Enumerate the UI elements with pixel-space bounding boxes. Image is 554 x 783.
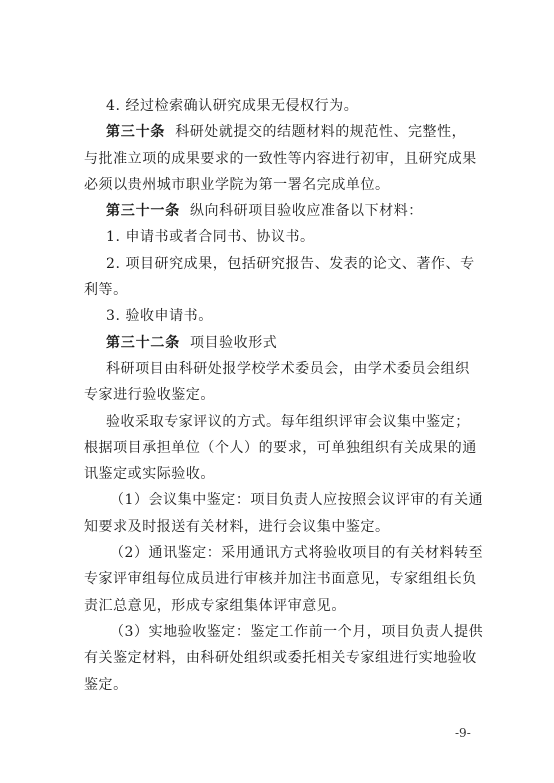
paragraph-2-line-1: 验收采取专家评议的方式。每年组织评审会议集中鉴定；	[106, 413, 470, 430]
paragraph-1-line-2: 专家进行验收鉴定。	[84, 387, 215, 404]
article-30-text-1: 科研处就提交的结题材料的规范性、完整性，	[175, 124, 467, 141]
article-30-line-3: 必须以贵州城市职业学院为第一署名完成单位。	[84, 176, 390, 193]
sub-item-3-line-3: 鉴定。	[84, 676, 128, 693]
article-32-heading: 第三十二条	[106, 334, 180, 351]
article-31-item-2-line-1: 2. 项目研究成果，包括研究报告、发表的论文、著作、专	[106, 255, 475, 272]
sub-item-3-line-2: 有关鉴定材料，由科研处组织或委托相关专家组进行实地验收	[84, 650, 477, 667]
sub-item-1-line-2: 知要求及时报送有关材料，进行会议集中鉴定。	[84, 518, 390, 535]
article-31-heading: 第三十一条	[106, 203, 180, 220]
sub-item-3-line-1: （3）实地验收鉴定：鉴定工作前一个月，项目负责人提供	[110, 623, 484, 640]
article-31-text-1: 纵向科研项目验收应准备以下材料：	[190, 203, 423, 220]
paragraph-2-line-3: 讯鉴定或实际验收。	[84, 466, 215, 483]
article-32-text-1: 项目验收形式	[190, 334, 278, 351]
article-30-line-1	[84, 119, 480, 145]
sub-item-1-line-1: （1）会议集中鉴定：项目负责人应按照会议评审的有关通	[110, 492, 484, 509]
article-31-line-1	[84, 198, 480, 224]
page-number: -9-	[455, 726, 471, 740]
article-31-item-3: 3. 验收申请书。	[106, 308, 213, 325]
article-30-heading: 第三十条	[106, 124, 166, 141]
sub-item-2-line-1: （2）通讯鉴定：采用通讯方式将验收项目的有关材料转至	[110, 545, 484, 562]
article-31-item-2-line-2: 利等。	[84, 282, 128, 299]
item-4: 4. 经过检索确认研究成果无侵权行为。	[106, 98, 359, 114]
article-31-item-1: 1. 申请书或者合同书、协议书。	[106, 229, 315, 246]
paragraph-2-line-2: 根据项目承担单位（个人）的要求，可单独组织有关成果的通	[84, 439, 477, 456]
article-32-line-1	[84, 330, 480, 356]
sub-item-2-line-3: 责汇总意见，形成专家组集体评审意见。	[84, 597, 346, 614]
article-30-line-2: 与批准立项的成果要求的一致性等内容进行初审，且研究成果	[84, 150, 477, 167]
paragraph-1-line-1: 科研项目由科研处报学校学术委员会，由学术委员会组织	[106, 360, 470, 377]
document-body	[84, 93, 484, 698]
sub-item-2-line-2: 专家评审组每位成员进行审核并加注书面意见，专家组组长负	[84, 571, 477, 588]
